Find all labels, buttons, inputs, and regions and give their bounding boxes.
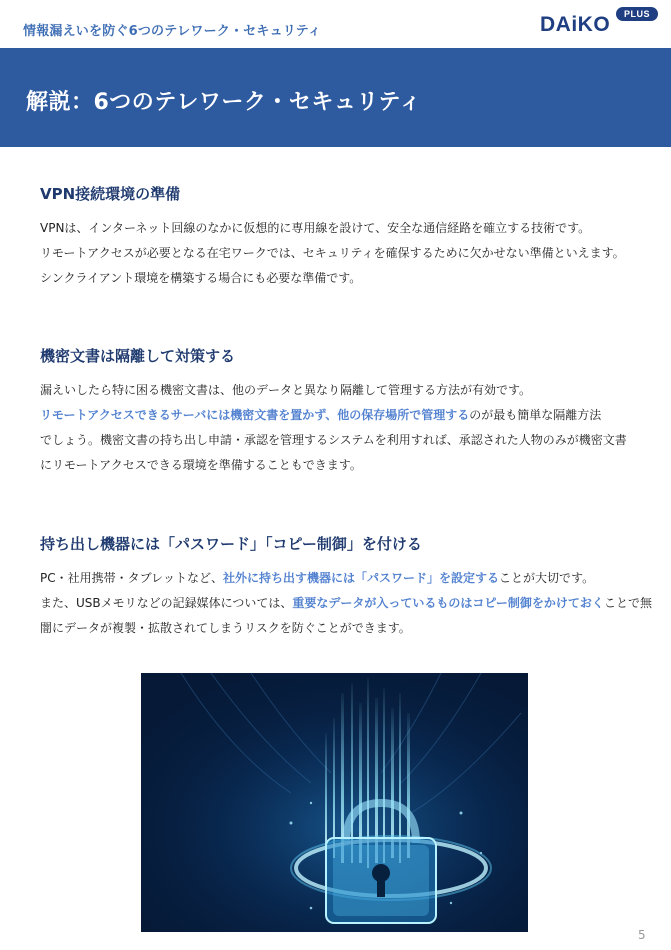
body-line: シンクライアント環境を構築する場合にも必要な準備です。 [40, 271, 362, 285]
section-body-devices [40, 566, 650, 641]
highlighted-text: 重要なデータが入っているものはコピー制御をかけておく [292, 596, 604, 610]
section-body-confidential [40, 378, 650, 478]
running-header-title: 情報漏えいを防ぐ6つのテレワーク・セキュリティ [23, 24, 322, 39]
logo-plus-badge [616, 7, 658, 21]
body-text: また、USBメモリなどの記録媒体については、 [40, 596, 293, 610]
digital-padlock-image [141, 673, 528, 932]
section-heading-devices: 持ち出し機器には「パスワード」「コピー制御」を付ける [40, 535, 422, 553]
body-text: PC・社用携帯・タブレットなど、 [40, 571, 224, 585]
page-number: 5 [638, 928, 646, 942]
body-text: ことが大切です。 [499, 571, 595, 585]
body-line: 闇にデータが複製・拡散されてしまうリスクを防ぐことができます。 [40, 621, 411, 635]
highlighted-text: リモートアクセスできるサーバには機密文書を置かず、他の保存場所で管理する [40, 408, 470, 422]
body-text: ことで無 [603, 596, 652, 610]
title-banner [0, 48, 671, 147]
body-line [40, 566, 650, 591]
body-line: 漏えいしたら特に困る機密文書は、他のデータと異なり隔離して管理する方法が有効です。 [40, 383, 532, 397]
section-body-vpn [40, 216, 650, 291]
company-logo [540, 6, 665, 40]
highlighted-text: 社外に持ち出す機器には「パスワード」を設定する [223, 571, 500, 585]
body-line: VPNは、インターネット回線のなかに仮想的に専用線を設けて、安全な通信経路を確立する技術です。 [40, 221, 591, 235]
body-line [40, 403, 650, 428]
body-line: リモートアクセスが必要となる在宅ワークでは、セキュリティを確保するために欠かせない準備といえます。 [40, 246, 625, 260]
body-text: のが最も簡単な隔離方法 [469, 408, 602, 422]
logo-plus-label: PLUS [623, 9, 650, 19]
section-heading-confidential: 機密文書は隔離して対策する [40, 347, 236, 365]
logo-wordmark: DAiKO [540, 13, 611, 36]
body-line: にリモートアクセスできる環境を準備することもできます。 [40, 458, 362, 472]
body-line [40, 591, 650, 616]
body-line: でしょう。機密文書の持ち出し申請・承認を管理するシステムを利用すれば、承認された人物のみが機密文書 [40, 433, 627, 447]
section-heading-vpn: VPN接続環境の準備 [40, 185, 181, 203]
page-title: 解説：6つのテレワーク・セキュリティ [26, 90, 422, 115]
